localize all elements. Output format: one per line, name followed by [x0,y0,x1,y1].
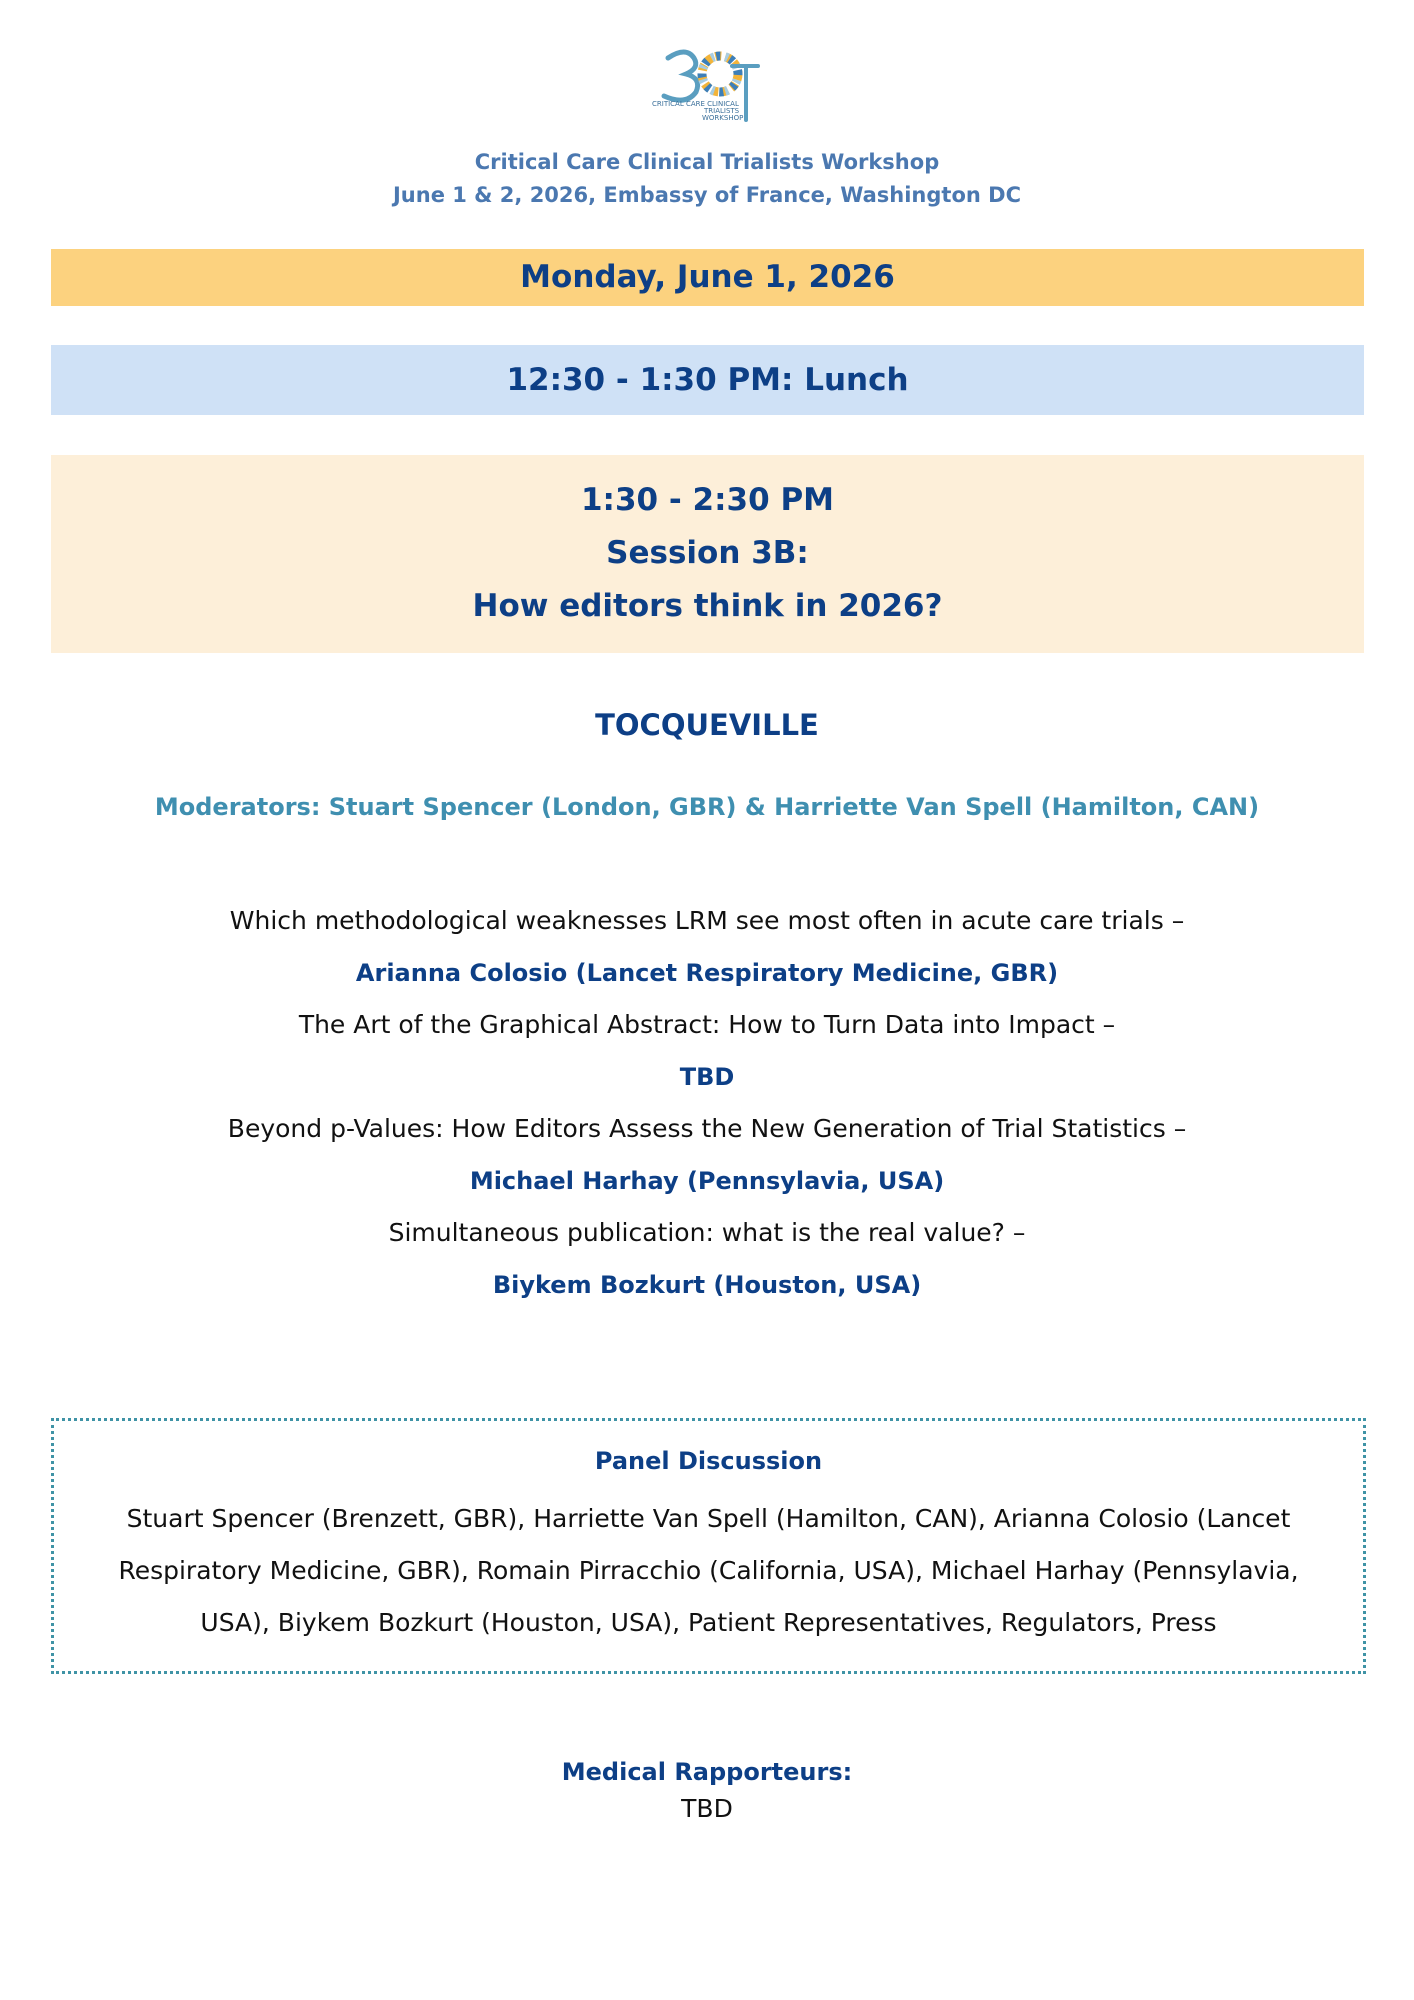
talk-title: Beyond p-Values: How Editors Assess the New Generation of Trial Statistics – [227,1114,1187,1143]
workshop-title: Critical Care Clinical Trialists Workshop [474,150,940,174]
rapporteurs-title: Medical Rapporteurs: [561,1758,853,1786]
talk-speaker: Michael Harhay (Pennsylavia, USA) [469,1167,945,1195]
panel-title: Panel Discussion [594,1447,823,1475]
rapporteurs-value: TBD [681,1794,733,1823]
logo-subtitle-2: TRIALISTS [704,107,740,115]
talk-speaker: Biykem Bozkurt (Houston, USA) [492,1271,922,1299]
session-time: 1:30 - 2:30 PM [580,482,835,518]
panel-participants: Stuart Spencer (Brenzett, GBR), Harriette Van Spell (Hamilton, CAN), Arianna Colosio (Lancet Respiratory Medicine, GBR), Romain Pirracchio (California, USA), Michael Harhay (Pennsylavia, USA), Biykem Bozkurt (Houston, USA), Patient Representatives, Regulators, Press [118,1504,1299,1637]
logo-mosaic-ring [702,56,738,92]
session-title: How editors think in 2026? [472,588,943,624]
workshop-subtitle: June 1 & 2, 2026, Embassy of France, Washington DC [392,183,1021,207]
room-name: TOCQUEVILLE [595,708,819,742]
talk-list [0,895,1414,1311]
session-name: Session 3B: [606,535,809,571]
logo-three [664,52,698,100]
workshop-logo [646,44,776,134]
talk-speaker: Arianna Colosio (Lancet Respiratory Medicine, GBR) [355,959,1059,987]
panel-discussion-box [51,1418,1366,1674]
day-banner: Monday, June 1, 2026 [51,249,1364,306]
session-banner [51,455,1364,653]
moderators: Moderators: Stuart Spencer (London, GBR) & Harriette Van Spell (Hamilton, CAN) [154,793,1260,821]
talk-title: Which methodological weaknesses LRM see most often in acute care trials – [229,906,1185,935]
talk-title: Simultaneous publication: what is the real value? – [388,1218,1026,1247]
lunch-banner: 12:30 - 1:30 PM: Lunch [51,345,1364,415]
talk-speaker: TBD [679,1063,735,1091]
logo-subtitle-3: WORKSHOP [702,114,744,122]
logo-subtitle-1: CRITICAL CARE CLINICAL [652,100,739,108]
talk-title: The Art of the Graphical Abstract: How to Turn Data into Impact – [298,1010,1116,1039]
